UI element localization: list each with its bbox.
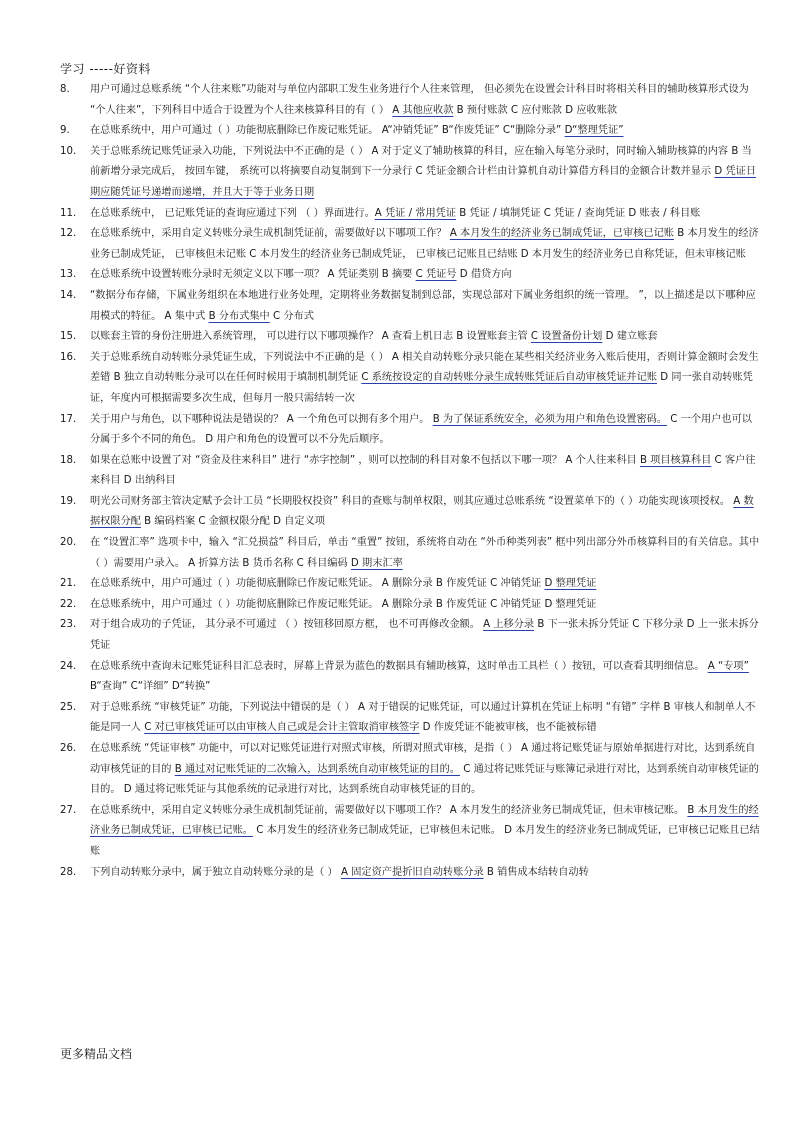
question-text-tail: B 销售成本结转自动转	[483, 866, 589, 878]
question-item	[60, 204, 760, 225]
question-text-tail: D 借贷方向	[456, 269, 512, 281]
answer-highlight: C 设置备份计划	[530, 331, 603, 343]
question-item	[60, 533, 760, 574]
question-number: 24.	[60, 660, 77, 672]
question-text: 在总账系统中，用户可通过（ ）功能彻底删除已作废记账凭证。 A“冲销凭证” B“作废凭证” C“删除分录”	[90, 125, 565, 137]
answer-highlight: B 为了保证系统安全，必须为用户和角色设置密码。	[432, 413, 668, 425]
question-text-tail: B 凭证 / 填制凭证 C 凭证 / 查询凭证 D 账表 / 科目账	[456, 207, 701, 219]
answer-highlight: D“整理凭证”	[564, 125, 624, 137]
question-item	[60, 410, 760, 451]
answer-highlight: C 对已审核凭证可以由审核人自己或是会计主管取消审核签字	[144, 722, 420, 734]
question-item	[60, 224, 760, 265]
question-text: 用户可通过总账系统 “个人往来账”功能对与单位内部职工发生业务进行个人往来管理， 但必须先在设置会计科目时将相关科目的辅助核算形式设为 “个人往来”，下列科目中适合于设置为个人往来核算科目的有（ ）	[90, 84, 749, 116]
question-text-tail: C 通过将记账凭证与账簿记录进行对比，达到系统自动审核凭证的目的。 D 通过将记账凭证与其他系统的记录进行对比，达到系统自动审核凭证的目的。	[90, 763, 759, 796]
question-number: 15.	[60, 331, 77, 343]
question-text-tail: C 客户往来科目 D 出纳科目	[90, 454, 756, 487]
answer-highlight: B 项目核算科目	[639, 454, 712, 466]
question-item	[60, 698, 760, 739]
question-text-tail: D 建立账套	[602, 331, 658, 343]
answer-highlight: B 通过对记账凭证的二次输入，达到系统自动审核凭证的目的。	[174, 763, 461, 775]
question-item	[60, 574, 760, 595]
question-text-tail: D 同一张自动转账凭证，年度内可根据需要多次生成，但每月一般只需结转一次	[90, 372, 753, 404]
answer-highlight: A 其他应收款	[392, 104, 454, 116]
question-number: 12.	[60, 228, 77, 240]
question-text-tail: B 预付账款 C 应付账款 D 应收账款	[453, 104, 618, 116]
question-item	[60, 327, 760, 348]
answer-highlight: C 凭证号	[415, 269, 457, 281]
question-item	[60, 595, 760, 616]
question-item	[60, 801, 760, 863]
answer-highlight: D 凭证日期应随凭证号递增而递增，并且大于等于业务日期	[90, 166, 757, 198]
question-text: 在总账系统中，用户可通过（ ）功能彻底删除已作废记账凭证。 A 删除分录 B 作废凭证 C 冲销凭证	[90, 578, 545, 590]
question-number: 20.	[60, 537, 77, 549]
question-item	[60, 142, 760, 204]
question-item	[60, 80, 760, 121]
question-number: 28.	[60, 866, 77, 878]
question-item	[60, 657, 760, 698]
question-item	[60, 348, 760, 410]
answer-highlight: D 期末汇率	[350, 557, 403, 569]
question-text: 在总账系统中查询未记账凭证科目汇总表时，屏幕上背景为蓝色的数据具有辅助核算，这时单击工具栏（ ）按钮，可以查看其明细信息。	[90, 660, 708, 672]
question-text: 以账套主管的身份注册进入系统管理， 可以进行以下哪项操作？ A 查看上机日志 B 设置账套主管	[90, 331, 531, 343]
question-list	[60, 80, 760, 883]
question-text: 关于总账系统记账凭证录入功能，下列说法中不正确的是（ ） A 对于定义了辅助核算的科目，应在输入每笔分录时，同时输入辅助核算的内容 B 当前新增分录完成后， 按回车键， 系统可以将摘要自动复制到下一分录行 C 凭证金额合计栏由计算机自动计算借方科目的金额合计数并显示	[90, 145, 752, 178]
page-header: 学习 -----好资料	[60, 62, 151, 76]
question-text-tail: D 作废凭证不能被审核，也不能被标错	[419, 722, 597, 734]
page-footer: 更多精品文档	[60, 1047, 133, 1061]
question-number: 18.	[60, 454, 77, 466]
answer-highlight: B 本月发生的经济业务已制成凭证，已审核已记账。	[90, 804, 759, 837]
answer-highlight: A 凭证 / 常用凭证	[374, 207, 457, 219]
question-number: 26.	[60, 743, 77, 754]
question-text-tail: B“查询” C“详细” D“转换”	[90, 681, 211, 693]
answer-highlight: C 系统按设定的自动转账分录生成转账凭证后自动审核凭证并记账	[361, 372, 657, 384]
question-text-tail: B 编码档案 C 金额权限分配 D 自定义项	[140, 516, 325, 528]
question-text: 关于总账系统自动转账分录凭证生成，下列说法中不正确的是（ ） A 相关自动转账分录只能在某些相关经济业务入账后使用，否则计算金额时会发生差错 B 独立自动转账分录可以在任何时候用于填制机制凭证	[90, 351, 759, 384]
question-item	[60, 451, 760, 492]
question-number: 16.	[60, 351, 77, 363]
question-text: 在总账系统 “凭证审核” 功能中，可以对记账凭证进行对照式审核，所谓对照式审核，是指（ ） A 通过将记账凭证与原始单据进行对比，达到系统自动审核凭证的目的	[90, 743, 756, 775]
question-number: 22.	[60, 598, 77, 610]
question-number: 17.	[60, 413, 77, 425]
question-number: 19.	[60, 495, 77, 507]
question-text-tail: B 下一张未拆分凭证 C 下移分录 D 上一张未拆分凭证	[90, 619, 759, 652]
question-text: 下列自动转账分录中，属于独立自动转账分录的是（ ）	[90, 866, 341, 878]
answer-highlight: A 本月发生的经济业务已制成凭证，已审核已记账	[449, 228, 674, 240]
answer-highlight: A “专项”	[707, 660, 749, 672]
question-text-tail: B 本月发生的经济业务已制成凭证， 已审核但未记账 C 本月发生的经济业务已制成凭证， 已审核已记账且已结账 D 本月发生的经济业务已自称凭证，但未审核记账	[90, 228, 759, 260]
question-item	[60, 739, 760, 801]
answer-highlight: A 固定资产提折旧自动转账分录	[340, 866, 484, 878]
question-text: 在总账系统中，采用自定义转账分录生成机制凭证前，需要做好以下哪项工作？	[90, 228, 450, 240]
question-number: 9.	[60, 125, 70, 137]
question-number: 27.	[60, 804, 77, 816]
question-text-tail: C 分布式	[269, 310, 314, 322]
question-text: 对于总账系统 “审核凭证” 功能，下列说法中错误的是（ ） A 对于错误的记账凭证，可以通过计算机在凭证上标明 “有错” 字样 B 审核人和制单人不能是同一人	[90, 701, 756, 734]
question-item	[60, 265, 760, 286]
question-number: 21.	[60, 578, 77, 590]
question-text: 在总账系统中， 已记账凭证的查询应通过下列 （ ）界面进行。	[90, 207, 375, 219]
question-number: 14.	[60, 289, 77, 301]
question-text-tail: C 一个用户也可以分属于多个不同的角色。 D 用户和角色的设置可以不分先后顺序。	[90, 413, 752, 446]
question-text: 在总账系统中，用户可通过（ ）功能彻底删除已作废记账凭证。 A 删除分录 B 作废凭证 C 冲销凭证 D 整理凭证	[90, 598, 597, 610]
question-text: 对于组合成功的子凭证， 其分录不可通过 （ ）按钮移回原方框， 也不可再修改金额。	[90, 619, 484, 631]
question-item	[60, 492, 760, 533]
question-text: “数据分布存储，下属业务组织在本地进行业务处理，定期将业务数据复制到总部，实现总部对下属业务组织的统一管理。 ”，以上描述是以下哪种应用模式的特征。 A 集中式	[90, 289, 756, 322]
answer-highlight: D 整理凭证	[544, 578, 597, 590]
answer-highlight: A 数据权限分配	[90, 495, 754, 528]
question-text: 在总账系统中，采用自定义转账分录生成机制凭证前，需要做好以下哪项工作？ A 本月发生的经济业务已制成凭证，但未审核记账。	[90, 804, 688, 816]
question-text: 在总账系统中设置转账分录时无须定义以下哪一项？ A 凭证类别 B 摘要	[90, 269, 416, 281]
answer-highlight: A 上移分录	[483, 619, 535, 631]
question-text-tail: C 本月发生的经济业务已制成凭证，已审核但未记账。 D 本月发生的经济业务已制成凭证，已审核已记账且已结账	[90, 825, 760, 857]
answer-highlight: B 分布式集中	[208, 310, 270, 322]
question-number: 13.	[60, 269, 77, 281]
question-number: 8.	[60, 84, 70, 95]
question-item	[60, 121, 760, 142]
question-number: 23.	[60, 619, 77, 631]
question-text: 明光公司财务部主管决定赋予会计工员 “长期股权投资” 科目的查账与制单权限，则其应通过总账系统 “设置菜单下的（ ）功能实现该项授权。	[90, 495, 734, 507]
question-item	[60, 615, 760, 656]
question-number: 10.	[60, 145, 77, 157]
question-text: 如果在总账中设置了对 “资金及往来科目” 进行 “赤字控制” ，则可以控制的科目对象不包括以下哪一项？ A 个人往来科目	[90, 454, 640, 466]
question-item	[60, 286, 760, 327]
question-number: 11.	[60, 207, 77, 219]
question-number: 25.	[60, 701, 77, 713]
question-text: 关于用户与角色，以下哪种说法是错误的？ A 一个角色可以拥有多个用户。	[90, 413, 433, 425]
question-item	[60, 863, 760, 884]
question-text: 在 “设置汇率” 选项卡中，输入 “汇兑损益” 科目后，单击 “重置” 按钮，系统将自动在 “外币种类列表” 框中列出部分外币核算科目的有关信息。其中（ ）需要用户录入。 A 折算方法 B 货币名称 C 科目编码	[90, 537, 760, 569]
